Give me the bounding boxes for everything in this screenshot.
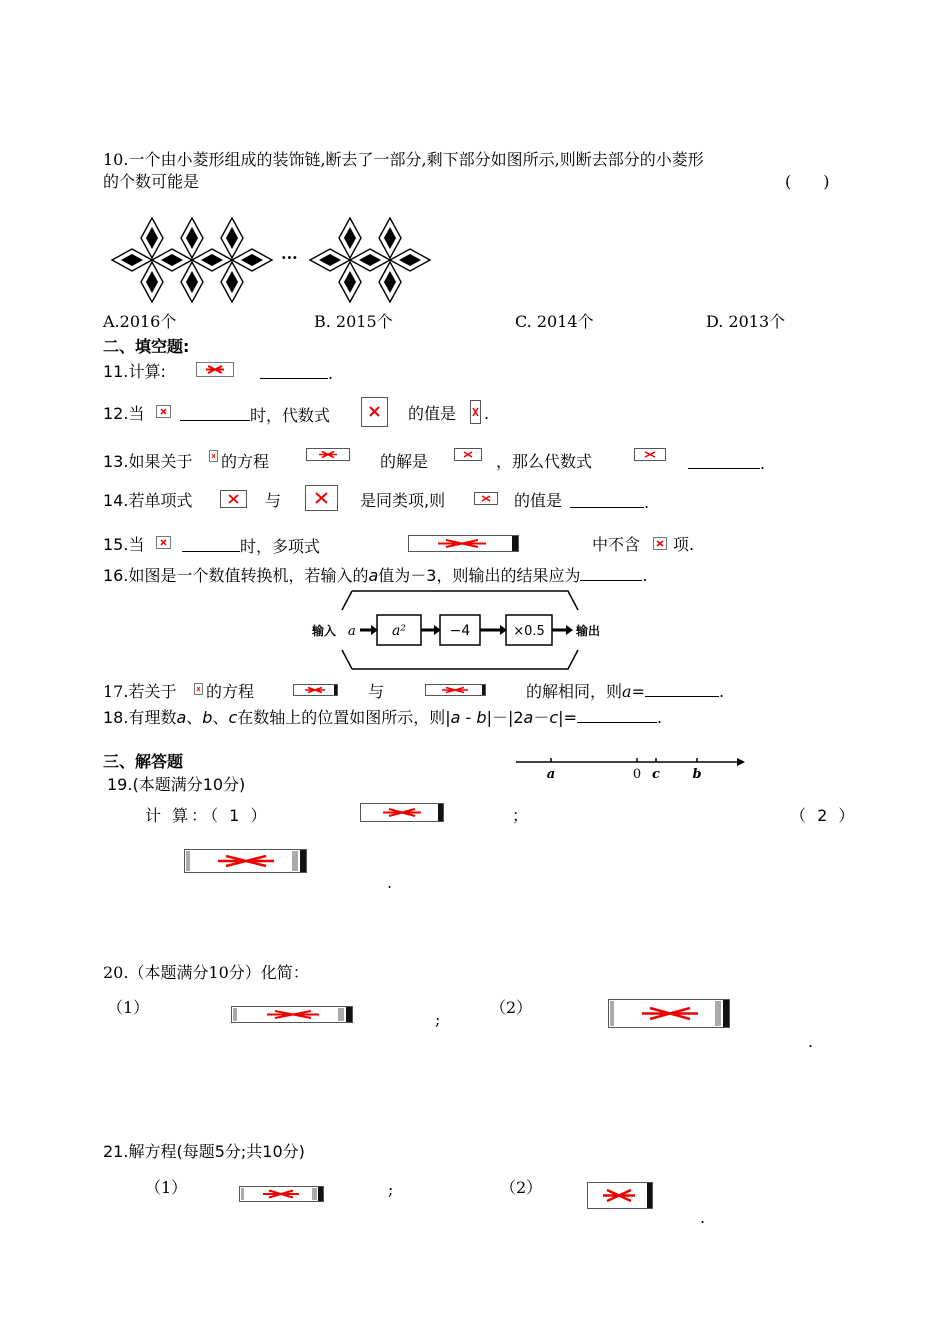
period: . <box>644 493 650 512</box>
minus: - <box>460 708 477 727</box>
q15-text-c: 中不含 <box>592 535 641 554</box>
broken-image-equation <box>425 684 486 696</box>
rhombus-horizontal <box>152 249 192 271</box>
machine-input-var: a <box>348 624 356 639</box>
period: . <box>808 1032 814 1051</box>
q17-text-c: 与 <box>368 682 385 701</box>
broken-image-simplify-1 <box>231 1006 353 1023</box>
period: . <box>718 682 725 701</box>
numberline-label-c: c <box>652 767 660 782</box>
rhombus-horizontal <box>310 249 350 271</box>
q17-text-d-inner: 的解相同，则 <box>526 682 623 701</box>
period: . <box>328 364 334 383</box>
rhombus-vertical <box>221 218 243 258</box>
q14-blank-wrap <box>570 491 649 513</box>
q15-blank-wrap <box>182 535 320 557</box>
q19-calc-label: 计 算：（ 1 ） <box>145 806 270 825</box>
conversion-machine-svg <box>310 588 610 672</box>
broken-image-formula <box>196 362 234 377</box>
answer-blank <box>570 491 644 508</box>
broken-image-equation <box>306 448 350 461</box>
machine-input-label: 输入 <box>312 624 337 638</box>
q11-blank-wrap <box>260 362 333 384</box>
q18-text <box>103 706 662 728</box>
period: . <box>387 873 393 892</box>
q16-text <box>103 564 648 586</box>
option-a: A.2016个 <box>103 312 177 331</box>
number-line-figure <box>513 752 747 786</box>
rhombus-vertical <box>141 262 163 302</box>
number-line-svg <box>513 752 747 786</box>
q15-label: 15.当 <box>103 535 145 554</box>
q13-text-d: ，那么代数式 <box>496 452 593 471</box>
q14-text-d: 的值是 <box>514 491 563 510</box>
q16-text-b: 值为－3，则输出的结果应为 <box>378 566 581 585</box>
q17-label: 17.若关于 <box>103 682 177 701</box>
separator: 、 <box>186 708 203 727</box>
q17-text-b: 的方程 <box>206 682 255 701</box>
broken-image-variable <box>653 537 667 550</box>
q16-text-a: 16.如图是一个数值转换机，若输入的 <box>103 566 369 585</box>
q18-text-d: |－|2 <box>486 708 524 727</box>
semicolon: ; <box>435 1010 441 1029</box>
q14-text-c: 是同类项,则 <box>360 491 446 510</box>
broken-image-variable <box>156 405 171 418</box>
numberline-label-zero: 0 <box>632 767 642 782</box>
q21-title: 21.解方程(每题5分;共10分) <box>103 1142 305 1161</box>
broken-image-equation-2 <box>587 1182 653 1209</box>
variable-c: c <box>228 708 238 727</box>
variable-a: a <box>368 566 379 585</box>
broken-image-equation-1 <box>239 1186 324 1202</box>
q18-text-a: 18.有理数 <box>103 708 177 727</box>
q19-title: 19.(本题满分10分) <box>107 775 246 794</box>
broken-image-solution <box>454 448 482 461</box>
machine-box-times-half: ×0.5 <box>513 624 545 639</box>
q21-part2-label: （2） <box>500 1178 543 1197</box>
variable-a: a <box>523 708 534 727</box>
rhombus-horizontal <box>232 249 272 271</box>
option-b: B. 2015个 <box>314 312 393 331</box>
numberline-label-b: b <box>692 767 702 782</box>
answer-blank <box>688 452 760 469</box>
q12-label: 12.当 <box>103 404 145 423</box>
variable-b: b <box>202 708 213 727</box>
answer-blank <box>260 362 328 379</box>
broken-image-variable <box>156 536 171 549</box>
rhombus-horizontal <box>390 249 430 271</box>
rhombus-vertical <box>141 218 163 258</box>
machine-output-label: 输出 <box>576 624 601 638</box>
semicolon: ； <box>512 806 529 825</box>
broken-image-variable <box>194 683 203 695</box>
q14-label: 14.若单项式 <box>103 491 193 510</box>
rhombus-vertical <box>221 262 243 302</box>
period: . <box>760 454 766 473</box>
rhombus-horizontal <box>350 249 390 271</box>
semicolon: ; <box>388 1180 394 1199</box>
q13-text-b: 的方程 <box>221 452 270 471</box>
answer-blank <box>182 535 240 552</box>
q19-part2-label: （ 2 ） <box>790 806 858 825</box>
rhombus-chain-svg <box>106 215 436 305</box>
broken-image-simplify-2 <box>608 999 730 1028</box>
rhombus-vertical <box>379 262 401 302</box>
rhombus-vertical <box>339 262 361 302</box>
q20-part1-label: （1） <box>107 998 150 1017</box>
equals: = <box>631 682 645 701</box>
q11-label: 11.计算: <box>103 362 166 381</box>
period: . <box>484 404 490 423</box>
q15-text-b: 时，多项式 <box>240 537 321 556</box>
q18-text-b: 在数轴上的位置如图所示，则| <box>237 708 451 727</box>
option-c: C. 2014个 <box>515 312 594 331</box>
period: . <box>656 708 663 727</box>
broken-image-expression <box>361 397 388 427</box>
option-d: D. 2013个 <box>706 312 786 331</box>
broken-image-equation <box>293 684 338 696</box>
rhombus-vertical <box>181 218 203 258</box>
q17-text-d <box>526 682 724 702</box>
conversion-machine-figure <box>310 588 610 672</box>
variable-a: a <box>450 708 461 727</box>
q20-title: 20.（本题满分10分）化简： <box>103 963 309 982</box>
q10-line1: 10.一个由小菱形组成的装饰链,断去了一部分,剩下部分如图所示,则断去部分的小菱形 <box>103 150 704 169</box>
q14-text-b: 与 <box>265 491 282 510</box>
separator: 、 <box>212 708 229 727</box>
variable-c: c <box>549 708 559 727</box>
broken-image-monomial <box>305 485 338 511</box>
broken-image-polynomial <box>408 535 519 552</box>
q13-label: 13.如果关于 <box>103 452 193 471</box>
q13-blank-wrap <box>688 452 765 474</box>
broken-image-expression <box>634 448 666 461</box>
machine-box-square: a² <box>392 623 406 639</box>
broken-image-calc-1 <box>360 803 444 822</box>
rhombus-vertical <box>339 218 361 258</box>
machine-box-minus4: −4 <box>449 623 471 639</box>
q12-text-b: 时，代数式 <box>250 406 331 425</box>
numberline-label-a: a <box>546 767 556 782</box>
answer-blank <box>580 564 642 581</box>
q10-line2: 的个数可能是 <box>103 172 200 191</box>
rhombus-horizontal <box>192 249 232 271</box>
section-answer-title: 三、解答题 <box>103 752 184 771</box>
q21-part1-label: （1） <box>145 1178 188 1197</box>
answer-blank <box>577 706 657 723</box>
rhombus-vertical <box>379 218 401 258</box>
answer-blank <box>645 682 719 697</box>
variable-a: a <box>622 682 632 701</box>
minus: － <box>533 708 550 727</box>
variable-a: a <box>176 708 187 727</box>
rhombus-chain-figure <box>106 215 436 305</box>
q12-text-c: 的值是 <box>408 404 457 423</box>
broken-image-monomial <box>220 490 247 508</box>
rhombus-vertical <box>181 262 203 302</box>
section-fill-in-title: 二、填空题: <box>103 337 190 356</box>
q18-text-f: |= <box>558 708 577 727</box>
broken-image-value <box>470 400 481 424</box>
broken-image-calc-2 <box>184 849 307 873</box>
period: . <box>700 1208 706 1227</box>
q15-text-d: 项. <box>673 535 695 554</box>
q12-blank-wrap <box>180 404 330 426</box>
q13-text-c: 的解是 <box>380 452 429 471</box>
answer-blank <box>180 404 250 421</box>
chain-ellipsis: ··· <box>281 248 298 267</box>
broken-image-variable <box>209 450 218 462</box>
period: . <box>642 566 648 585</box>
rhombus-horizontal <box>112 249 152 271</box>
variable-b: b <box>476 708 487 727</box>
answer-paren: ( ) <box>785 172 830 191</box>
broken-image-expression <box>474 492 498 505</box>
q20-part2-label: （2） <box>490 998 533 1017</box>
